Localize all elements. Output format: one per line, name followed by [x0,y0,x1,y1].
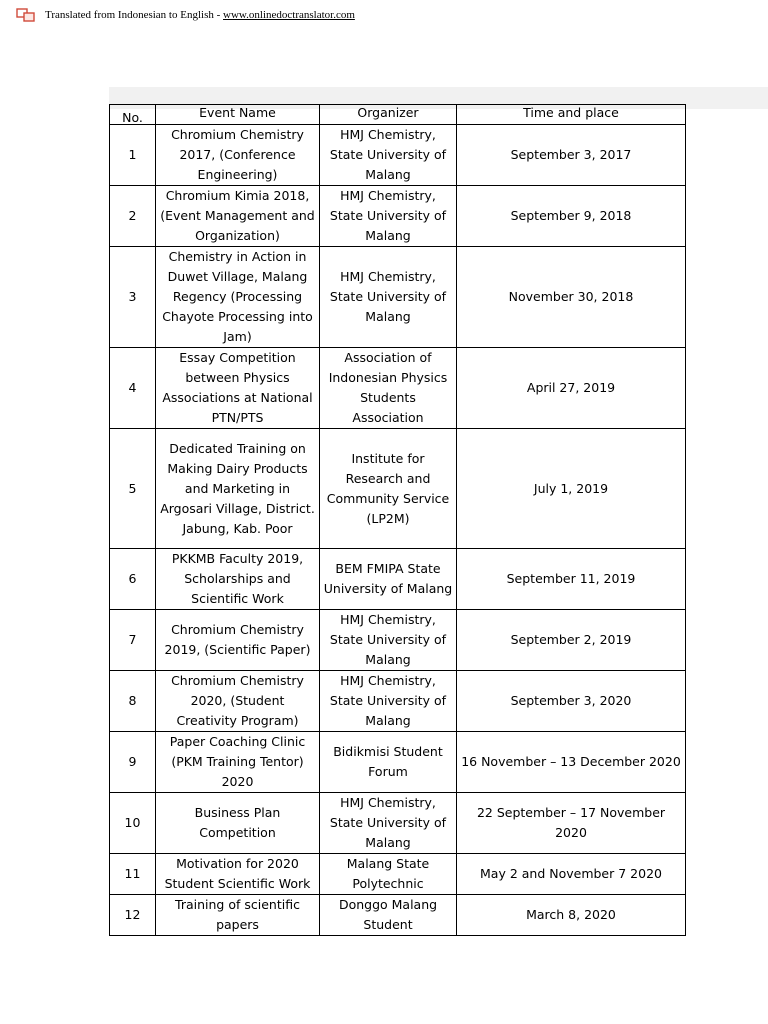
cell-event: Dedicated Training on Making Dairy Products and Marketing in Argosari Village, District. Jabung, Kab. Poor [156,429,320,549]
cell-event: Training of scientific papers [156,895,320,936]
cell-event: Chemistry in Action in Duwet Village, Malang Regency (Processing Chayote Processing into Jam) [156,247,320,348]
banner-text: Translated from Indonesian to English - [45,9,221,21]
events-table [109,104,686,936]
cell-time: 22 September – 17 November 2020 [457,793,686,854]
cell-organizer: BEM FMIPA State University of Malang [320,549,457,610]
table-row [110,610,686,671]
cell-time: September 11, 2019 [457,549,686,610]
cell-no: 4 [110,348,156,429]
cell-no: 11 [110,854,156,895]
table-row [110,732,686,793]
cell-no: 2 [110,186,156,247]
header-event-name: Event Name [156,105,320,125]
cell-no: 7 [110,610,156,671]
cell-organizer: Donggo Malang Student [320,895,457,936]
cell-time: September 3, 2020 [457,671,686,732]
cell-time: 16 November – 13 December 2020 [457,732,686,793]
cell-time: November 30, 2018 [457,247,686,348]
header-organizer: Organizer [320,105,457,125]
table-row [110,348,686,429]
cell-event: Chromium Chemistry 2020, (Student Creativity Program) [156,671,320,732]
cell-organizer: Malang State Polytechnic [320,854,457,895]
header-no: No. [110,105,156,125]
table-row [110,793,686,854]
cell-time: April 27, 2019 [457,348,686,429]
cell-event: Business Plan Competition [156,793,320,854]
translator-logo-icon [16,8,36,22]
table-row [110,247,686,348]
cell-organizer: HMJ Chemistry, State University of Malang [320,610,457,671]
cell-event: Chromium Chemistry 2019, (Scientific Paper) [156,610,320,671]
translation-banner [16,6,355,24]
cell-event: Paper Coaching Clinic (PKM Training Tentor) 2020 [156,732,320,793]
cell-time: May 2 and November 7 2020 [457,854,686,895]
cell-event: Chromium Chemistry 2017, (Conference Engineering) [156,125,320,186]
cell-organizer: HMJ Chemistry, State University of Malang [320,247,457,348]
cell-organizer: Institute for Research and Community Service (LP2M) [320,429,457,549]
cell-no: 10 [110,793,156,854]
cell-organizer: Bidikmisi Student Forum [320,732,457,793]
table-row [110,125,686,186]
cell-event: Chromium Kimia 2018, (Event Management and Organization) [156,186,320,247]
cell-organizer: HMJ Chemistry, State University of Malang [320,793,457,854]
table-row [110,186,686,247]
cell-no: 5 [110,429,156,549]
cell-time: March 8, 2020 [457,895,686,936]
cell-no: 3 [110,247,156,348]
cell-time: July 1, 2019 [457,429,686,549]
table-row [110,895,686,936]
cell-event: Essay Competition between Physics Associations at National PTN/PTS [156,348,320,429]
cell-time: September 3, 2017 [457,125,686,186]
translator-link[interactable]: www.onlinedoctranslator.com [223,9,355,21]
table-row [110,549,686,610]
cell-time: September 2, 2019 [457,610,686,671]
cell-organizer: HMJ Chemistry, State University of Malang [320,125,457,186]
table-row [110,671,686,732]
cell-no: 9 [110,732,156,793]
cell-event: Motivation for 2020 Student Scientific Work [156,854,320,895]
cell-organizer: Association of Indonesian Physics Students Association [320,348,457,429]
header-time-place: Time and place [457,105,686,125]
cell-no: 8 [110,671,156,732]
table-row [110,429,686,549]
cell-event: PKKMB Faculty 2019, Scholarships and Scientific Work [156,549,320,610]
cell-no: 6 [110,549,156,610]
cell-no: 1 [110,125,156,186]
cell-time: September 9, 2018 [457,186,686,247]
table-row [110,854,686,895]
cell-no: 12 [110,895,156,936]
cell-organizer: HMJ Chemistry, State University of Malang [320,186,457,247]
cell-organizer: HMJ Chemistry, State University of Malang [320,671,457,732]
table-header-row [110,105,686,125]
